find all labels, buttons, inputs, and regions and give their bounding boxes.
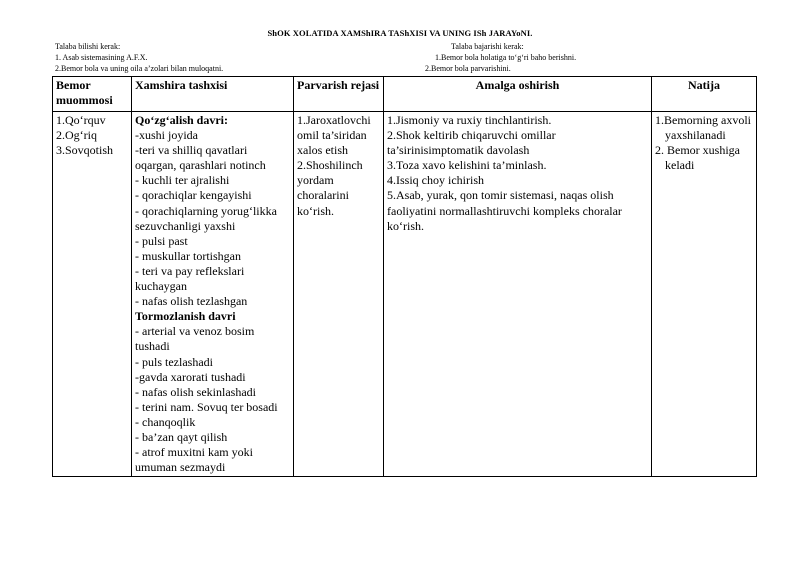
table-row <box>53 112 757 477</box>
header-care-plan: Parvarish rejasi <box>294 77 384 112</box>
requirements-left <box>55 41 223 74</box>
header-result: Natija <box>652 77 757 112</box>
diagnosis-item: -teri va shilliq qavatlari oqargan, qarashlari notinch <box>135 143 266 173</box>
diagnosis-item: - terini nam. Sovuq ter bosadi <box>135 399 278 414</box>
problems-cell <box>53 112 132 477</box>
implementation-item: 5.Asab, yurak, qon tomir sistemasi, naqas olish faoliyatini normallashtiruvchi kompleks choralar ko‘rish. <box>387 188 622 233</box>
requirements-right-item: 2.Bemor bola parvarishini. <box>425 64 511 73</box>
diagnosis-item: - pulsi past <box>135 233 188 248</box>
problem-item: 1.Qo‘rquv <box>56 113 106 127</box>
requirements-right <box>425 41 576 74</box>
page-title: ShOK XOLATIDA XAMShIRA TAShXISI VA UNING ISh JARAYoNI. <box>267 28 533 38</box>
diagnosis-item: - ba’zan qayt qilish <box>135 429 228 444</box>
diagnosis-item: - puls tezlashadi <box>135 354 213 369</box>
requirements-left-item: 2.Bemor bola va uning oila a’zolari bilan muloqatni. <box>55 64 224 73</box>
diagnosis-item: - atrof muxitni kam yoki umuman sezmaydi <box>135 445 253 475</box>
result-item: 1.Bemorning axvoli yaxshilanadi <box>655 113 751 143</box>
result-item: 2. Bemor xushiga keladi <box>655 143 740 173</box>
result-cell <box>652 112 757 477</box>
diagnosis-item: - kuchli ter ajralishi <box>135 173 230 188</box>
diagnosis-item: - qorachiqlar kengayishi <box>135 188 252 203</box>
nursing-process-table <box>52 76 757 477</box>
implementation-item: 3.Toza xavo kelishini ta’minlash. <box>387 158 547 173</box>
diagnosis-item: - qorachiqlarning yorug‘likka sezuvchanligi yaxshi <box>135 203 277 233</box>
care-plan-item: 2.Shoshilinch yordam choralarini ko‘rish. <box>297 158 363 218</box>
table-header-row <box>53 77 757 112</box>
care-plan-item: 1.Jaroxatlovchi omil ta’siridan xalos etish <box>297 113 371 158</box>
requirements-left-item: 1. Asab sistemasining A.F.X. <box>55 53 148 62</box>
diagnosis-section-title: Tormozlanish davri <box>135 309 236 324</box>
diagnosis-item: - nafas olish sekinlashadi <box>135 384 256 399</box>
problem-item: 2.Og‘riq <box>56 128 97 143</box>
implementation-item: 2.Shok keltirib chiqaruvchi omillar ta’sirinisimptomatik davolash <box>387 128 556 158</box>
diagnosis-item: - teri va pay reflekslari kuchaygan <box>135 263 245 294</box>
header-implementation: Amalga oshirish <box>384 77 652 112</box>
diagnosis-item: -gavda xarorati tushadi <box>135 369 246 384</box>
diagnosis-cell <box>132 112 294 477</box>
implementation-item: 4.Issiq choy ichirish <box>387 173 484 188</box>
implementation-item: 1.Jismoniy va ruxiy tinchlantirish. <box>387 113 552 127</box>
requirements-right-heading: Talaba bajarishi kerak: <box>451 42 524 51</box>
problem-item: 3.Sovqotish <box>56 143 114 158</box>
diagnosis-item: - chanqoqlik <box>135 414 196 429</box>
care-plan-cell <box>294 112 384 477</box>
header-diagnosis: Xamshira tashxisi <box>132 77 294 112</box>
diagnosis-item: -xushi joyida <box>135 128 198 143</box>
diagnosis-section-title: Qo‘zg‘alish davri: <box>135 113 228 127</box>
diagnosis-item: - muskullar tortishgan <box>135 248 241 263</box>
diagnosis-item: - arterial va venoz bosim tushadi <box>135 324 255 354</box>
implementation-cell <box>384 112 652 477</box>
requirements-left-heading: Talaba bilishi kerak: <box>55 42 121 51</box>
header-problem: Bemor muommosi <box>53 77 132 112</box>
requirements-right-item: 1.Bemor bola holatiga to‘g‘ri baho berishni. <box>435 53 577 62</box>
diagnosis-item: - nafas olish tezlashgan <box>135 294 248 309</box>
